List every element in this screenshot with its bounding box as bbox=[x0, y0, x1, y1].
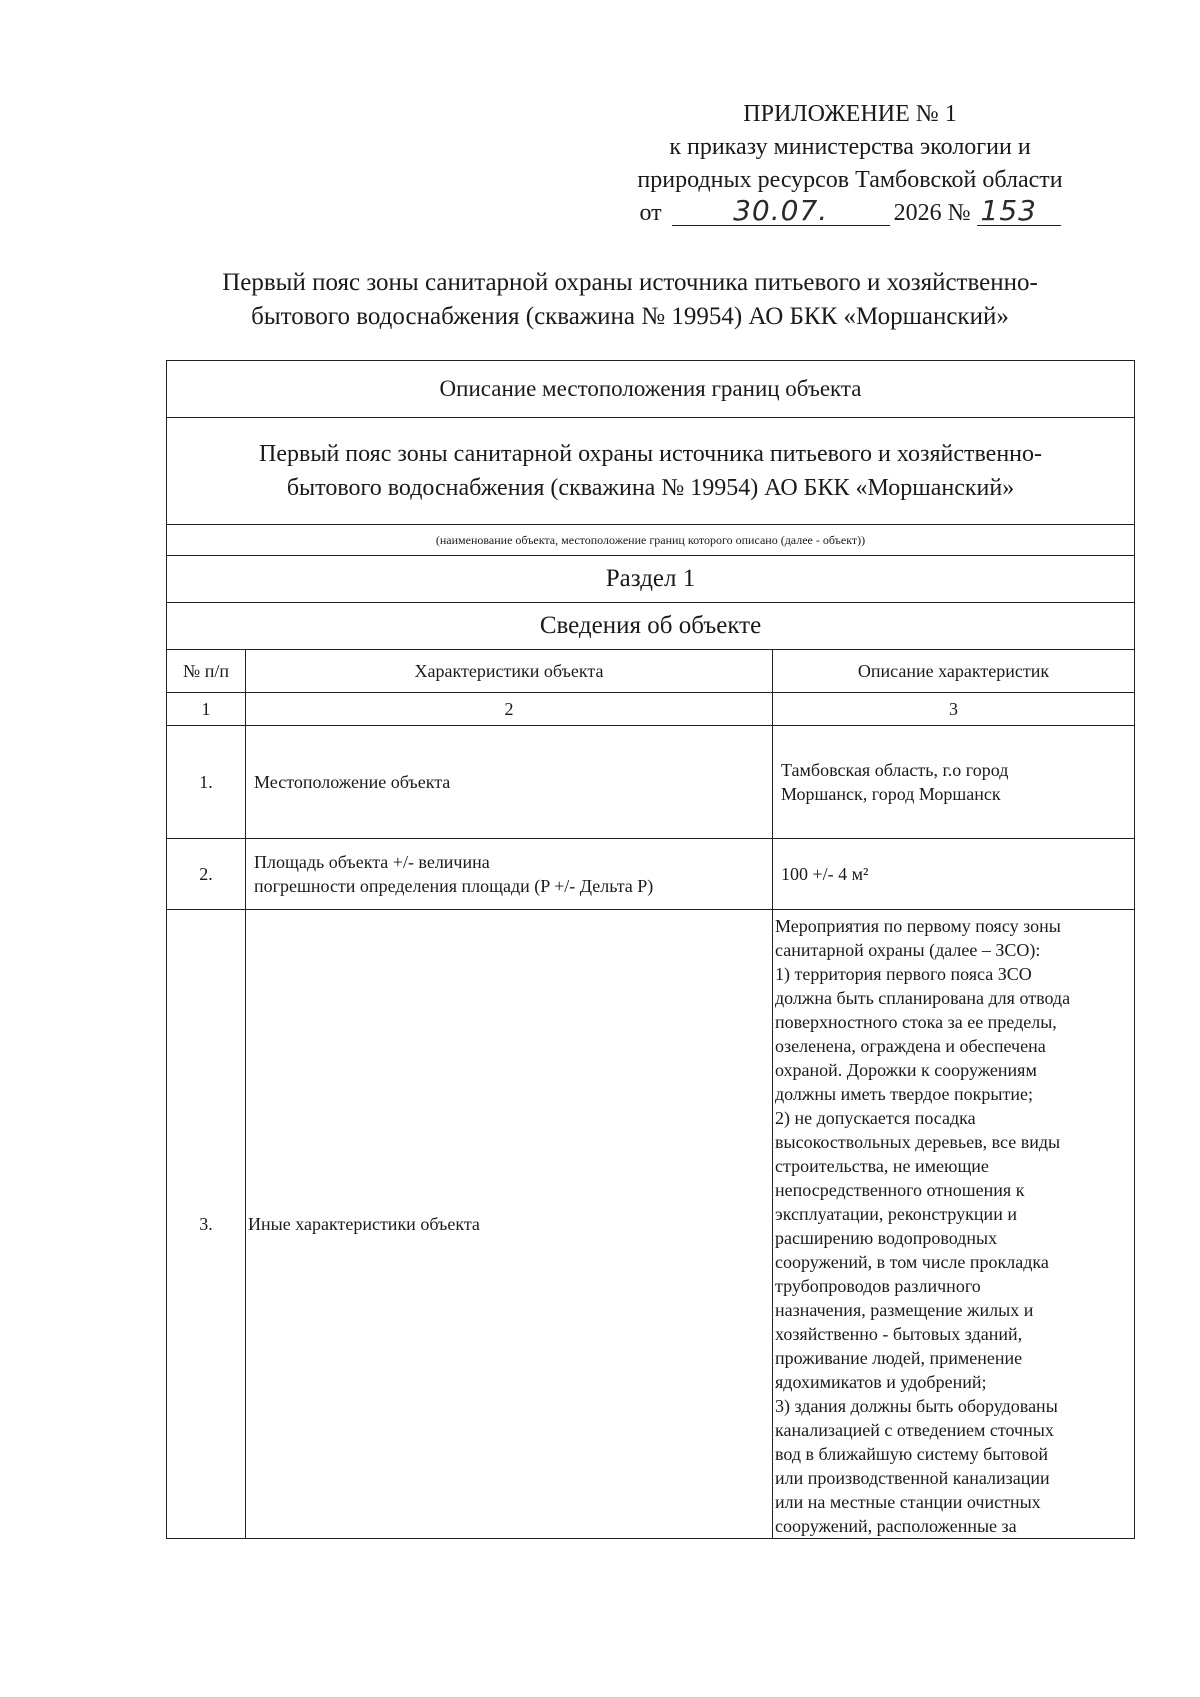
column-number-3: 3 bbox=[773, 693, 1135, 726]
date-prefix: от bbox=[639, 200, 662, 226]
description-line: санитарной охраны (далее – ЗСО): bbox=[775, 940, 1041, 960]
row-description: 100 +/- 4 м² bbox=[773, 839, 1135, 910]
appendix-ministry: природных ресурсов Тамбовской области bbox=[637, 167, 1063, 193]
column-number-row bbox=[167, 693, 1135, 726]
row-description-long bbox=[773, 910, 1135, 1539]
description-line: ядохимикатов и удобрений; bbox=[775, 1372, 987, 1392]
description-line: вод в ближайшую систему бытовой bbox=[775, 1444, 1048, 1464]
description-line: сооружений, в том числе прокладка bbox=[775, 1252, 1049, 1272]
table-row bbox=[167, 839, 1135, 910]
object-name-line1: Первый пояс зоны санитарной охраны источника питьевого и хозяйственно- bbox=[259, 441, 1042, 467]
description-line: трубопроводов различного bbox=[775, 1276, 981, 1296]
description-line: проживание людей, применение bbox=[775, 1348, 1023, 1368]
description-line: или на местные станции очистных bbox=[775, 1492, 1041, 1512]
column-header-number: № п/п bbox=[167, 650, 246, 693]
description-line: канализацией с отведением сточных bbox=[775, 1420, 1054, 1440]
row-description-line: Моршанск, город Моршанск bbox=[781, 784, 1001, 804]
description-line: эксплуатации, реконструкции и bbox=[775, 1204, 1017, 1224]
description-line: сооружений, расположенные за bbox=[775, 1516, 1017, 1536]
order-number-field bbox=[977, 194, 1061, 227]
description-line: 3) здания должны быть оборудованы bbox=[775, 1396, 1058, 1416]
column-header-description: Описание характеристик bbox=[773, 650, 1135, 693]
column-number-1: 1 bbox=[167, 693, 246, 726]
appendix-header bbox=[570, 98, 1130, 230]
section-title: Раздел 1 bbox=[167, 556, 1135, 603]
object-name-line2: бытового водоснабжения (скважина № 19954) АО БКК «Моршанский» bbox=[286, 475, 1015, 501]
date-field bbox=[672, 194, 890, 227]
description-line: назначения, размещение жилых и bbox=[775, 1300, 1034, 1320]
document-title bbox=[150, 266, 1110, 334]
boundary-description-table bbox=[166, 360, 1135, 1539]
description-line: хозяйственно - бытовых зданий, bbox=[775, 1324, 1023, 1344]
description-line: поверхностного стока за ее пределы, bbox=[775, 1012, 1057, 1032]
description-line: 2) не допускается посадка bbox=[775, 1108, 976, 1128]
appendix-title: ПРИЛОЖЕНИЕ № 1 bbox=[743, 101, 957, 127]
appendix-order-ref: к приказу министерства экологии и bbox=[669, 134, 1031, 160]
object-name bbox=[167, 418, 1135, 525]
column-header-row bbox=[167, 650, 1135, 693]
document-title-line1: Первый пояс зоны санитарной охраны источника питьевого и хозяйственно- bbox=[222, 269, 1038, 296]
description-line: должны иметь твердое покрытие; bbox=[775, 1084, 1033, 1104]
table-row bbox=[167, 726, 1135, 839]
row-description bbox=[773, 726, 1135, 839]
row-number: 3. bbox=[167, 910, 246, 1539]
table-row bbox=[167, 910, 1135, 1539]
handwritten-date: 30.07. bbox=[733, 194, 829, 227]
column-header-characteristic: Характеристики объекта bbox=[246, 650, 773, 693]
description-line: строительства, не имеющие bbox=[775, 1156, 989, 1176]
description-line: высокоствольных деревьев, все виды bbox=[775, 1132, 1061, 1152]
row-number: 1. bbox=[167, 726, 246, 839]
section-subtitle: Сведения об объекте bbox=[167, 603, 1135, 650]
appendix-date-line bbox=[570, 194, 1130, 230]
object-name-caption: (наименование объекта, местоположение границ которого описано (далее - объект)) bbox=[167, 525, 1135, 556]
row-characteristic-line: Площадь объекта +/- величина bbox=[254, 852, 490, 872]
description-line: или производственной канализации bbox=[775, 1468, 1050, 1488]
description-line: охраной. Дорожки к сооружениям bbox=[775, 1060, 1037, 1080]
description-line: расширению водопроводных bbox=[775, 1228, 998, 1248]
description-line: 1) территория первого пояса ЗСО bbox=[775, 964, 1032, 984]
year-label: 2026 № bbox=[893, 200, 971, 226]
handwritten-order-number: 153 bbox=[980, 194, 1037, 227]
long-description-lines bbox=[775, 914, 1130, 1538]
document-title-line2: бытового водоснабжения (скважина № 19954) АО БКК «Моршанский» bbox=[251, 303, 1009, 330]
description-line: должна быть спланирована для отвода bbox=[775, 988, 1071, 1008]
row-characteristic: Иные характеристики объекта bbox=[246, 910, 773, 1539]
table-heading: Описание местоположения границ объекта bbox=[167, 361, 1135, 418]
description-line: Мероприятия по первому поясу зоны bbox=[775, 916, 1061, 936]
row-characteristic: Местоположение объекта bbox=[246, 726, 773, 839]
row-description-line: Тамбовская область, г.о город bbox=[781, 760, 1009, 780]
row-number: 2. bbox=[167, 839, 246, 910]
row-characteristic bbox=[246, 839, 773, 910]
row-characteristic-line: погрешности определения площади (P +/- Дельта P) bbox=[254, 876, 654, 896]
description-line: непосредственного отношения к bbox=[775, 1180, 1025, 1200]
description-line: озеленена, ограждена и обеспечена bbox=[775, 1036, 1046, 1056]
column-number-2: 2 bbox=[246, 693, 773, 726]
